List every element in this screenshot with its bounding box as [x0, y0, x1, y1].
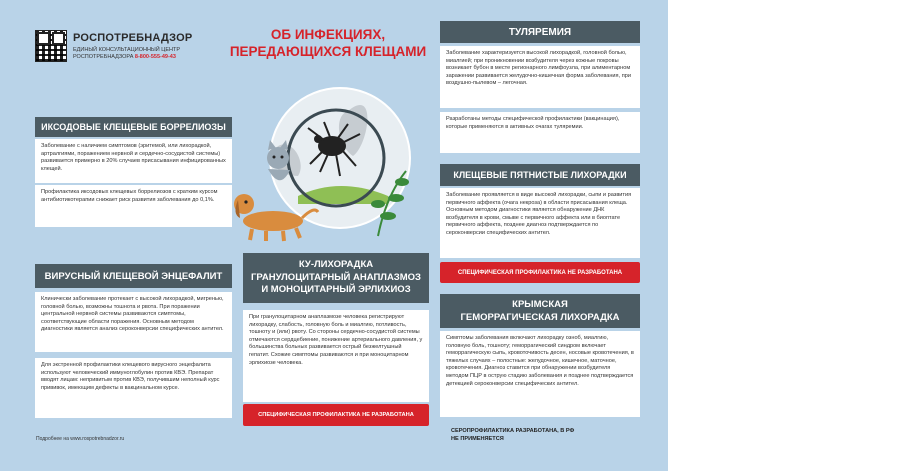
borreliosis-text: Заболевание с наличием симптомов (эритемой, или лихорадкой, артралгиями, поражением нервной и сердечно-сосудистой системы) развивается примерно в 20% случаев присасывания инфицированных клещей. [35, 139, 232, 183]
spotted-fever-header: КЛЕЩЕВЫЕ ПЯТНИСТЫЕ ЛИХОРАДКИ [440, 164, 640, 186]
crimean-fever-note: СЕРОПРОФИЛАКТИКА РАЗРАБОТАНА, В РФ НЕ ПРИМЕНЯЕТСЯ [451, 428, 575, 442]
q-fever-header: КУ-ЛИХОРАДКА ГРАНУЛОЦИТАРНЫЙ АНАПЛАЗМОЗ И МОНОЦИТАРНЫЙ ЭРЛИХИОЗ [243, 253, 429, 303]
encephalitis-header: ВИРУСНЫЙ КЛЕЩЕВОЙ ЭНЦЕФАЛИТ [35, 264, 232, 288]
website-link[interactable]: Подробнее на www.rospotrebnadzor.ru [36, 436, 125, 442]
phone-number[interactable]: 8-800-555-49-43 [134, 54, 176, 60]
center-line1: ЕДИНЫЙ КОНСУЛЬТАЦИОННЫЙ ЦЕНТР [73, 47, 181, 53]
encephalitis-prophylaxis: Для экстренной профилактики клещевого вирусного энцефалита используют человеческий иммуноглобулин против КВЭ. Препарат вводят лицам: непривитым против КВЭ, получившим неполный курс прививок, имеющим дефекты в вакцинальном курсе. [35, 358, 232, 418]
tick-illustration [228, 76, 428, 246]
q-fever-text: При гранулоцитарном анаплазмозе человека регистрируют лихорадку, слабость, головную боль и миалгию, потливость, тошноту и (или) рвоту. Со стороны сердечно-сосудистой системы отмечаются сердцебиение, понижение артериального давления, у большинства больных развивается острый безжелтушный гепатит. Схожие симптомы развиваются и при моноцитарном эрлихиозе человека. [243, 310, 429, 402]
center-line2: РОСПОТРЕБНАДЗОРА 8-800-555-49-43 [73, 54, 176, 60]
consult-center [73, 47, 180, 61]
crimean-fever-text: Симптомы заболевания включают лихорадку озноб, миалгию, головную боль, тошноту; геморрагический синдром включает геморрагическую сыпь, кровоточивость десен, носовые кровотечения, в тяжелых случаях – полостные: желудочное, кишечное, маточное, кровотечения. Диагноз ставится при обнаружении возбудителя методом ПЦР в острую стадию заболевания и позднее подтверждается детекцией сероконверсии специфических антител. [440, 331, 640, 417]
page-title: ОБ ИНФЕКЦИЯХ, ПЕРЕДАЮЩИХСЯ КЛЕЩАМИ [229, 27, 427, 59]
crimean-fever-header: КРЫМСКАЯ ГЕМОРРАГИЧЕСКАЯ ЛИХОРАДКА [440, 294, 640, 328]
q-fever-no-prophylaxis-badge: СПЕЦИФИЧЕСКАЯ ПРОФИЛАКТИКА НЕ РАЗРАБОТАНА [243, 404, 429, 426]
borreliosis-header: ИКСОДОВЫЕ КЛЕЩЕВЫЕ БОРРЕЛИОЗЫ [35, 117, 232, 137]
tularemia-prophylaxis: Разработаны методы специфической профилактики (вакцинация), которые применяются в активных очагах туляремии. [440, 112, 640, 153]
tularemia-header: ТУЛЯРЕМИЯ [440, 21, 640, 43]
spotted-fever-no-prophylaxis-badge: СПЕЦИФИЧЕСКАЯ ПРОФИЛАКТИКА НЕ РАЗРАБОТАНА [440, 262, 640, 283]
encephalitis-text: Клинически заболевание протекает с высокой лихорадкой, мигренью, головной болью, возможны тошнота и рвота. При поражении центральной нервной системы развиваются симптомы, соответствующие области поражения. Основным методом диагностики является анализ сероконверсии специфических антител. [35, 292, 232, 352]
borreliosis-prophylaxis: Профилактика иксодовых клещевых боррелиозов с кратким курсом антибиотикотерапии снижает риск развития заболевания до 0,1%. [35, 185, 232, 227]
org-name: РОСПОТРЕБНАДЗОР [73, 32, 193, 44]
tularemia-text: Заболевание характеризуется высокой лихорадкой, головной болью, миалгией; при проникновении возбудителя через кожные покровы возникает бубон в месте регионарного лимфоузла, при алиментарном заражении развивается желудочно-кишечная форма заболевания, при воздушно-пылевом – легочная. [440, 46, 640, 108]
qr-code [35, 30, 67, 62]
spotted-fever-text: Заболевание проявляется в виде высокой лихорадки, сыпи и развития первичного аффекта (очага некроза) в области присасывания клеща. Основным методом диагностики является обнаружение ДНК возбудителя в крови, смыве с первичного аффекта или в биоптате первичного аффекта, позднее диагноз подтверждается по сероконверсии специфических антител. [440, 188, 640, 258]
